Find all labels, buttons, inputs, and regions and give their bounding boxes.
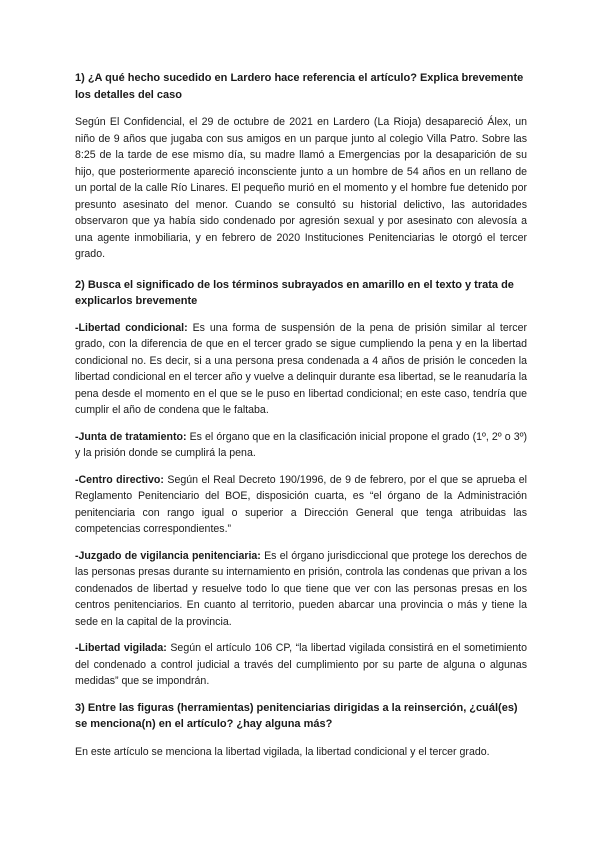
- term-definition: Es una forma de suspensión de la pena de prisión similar al tercer grado, con la diferencia de que en el tercer grado se sigue cumpliendo la pena y en la libertad condicional no. Es decir, si a una persona presa condenada a 4 años de prisión le conceden la libertad condicional en el tercer año y vuelve a delinquir durante esa libertad, se le reanudaría la pena desde el momento en el que se le puso en libertad condicional; en este caso, tendría que cumplir el año de condena que le faltaba.: [75, 321, 527, 416]
- term-definition: Según el artículo 106 CP, “la libertad vigilada consistirá en el sometimiento del condenado a control judicial a través del cumplimiento por su parte de alguna o algunas medidas” que se impondrán.: [75, 642, 527, 687]
- term-label: -Libertad vigilada:: [75, 642, 167, 654]
- term-definition: Es el órgano que en la clasificación inicial propone el grado (1º, 2º o 3º) y la prisión donde se cumplirá la pena.: [75, 430, 527, 459]
- term-centro-directivo: [75, 472, 527, 538]
- term-label: -Centro directivo:: [75, 473, 164, 486]
- answer-3-paragraph: En este artículo se menciona la libertad vigilada, la libertad condicional y el tercer grado.: [75, 745, 490, 758]
- question-3-heading: 3) Entre las figuras (herramientas) penitenciarias dirigidas a la reinserción, ¿cuál(es) se menciona(n) en el artículo? ¿hay alguna más?: [75, 701, 518, 730]
- term-libertad-condicional: [75, 320, 527, 419]
- term-definition: Es el órgano jurisdiccional que protege los derechos de las personas presas durante su internamiento en prisión, controla las condenas que privan a los condenados de libertad y resuelve todo lo que tiene que ver con las personas presas en los centros penitenciarios. En cuanto al territorio, pueden abarcar una provincia o más y tiene la sede en la capital de la provincia.: [75, 549, 527, 628]
- term-label: -Junta de tratamiento:: [75, 430, 187, 443]
- answer-1-paragraph: Según El Confidencial, el 29 de octubre de 2021 en Lardero (La Rioja) desapareció Álex, un niño de 9 años que jugaba con sus amigos en un parque junto al colegio Villa Patro. Sobre las 8:25 de la tarde de ese mismo día, su madre llamó a Emergencias por la desaparición de su hijo, que posteriormente apareció inconsciente junto a un hombre de 54 años en un rellano de un portal de la calle Río Linares. El pequeño murió en el momento y el hombre fue detenido por presunto asesinato del menor. Cuando se consultó su historial delictivo, las autoridades observaron que ya había sido condenado por agresión sexual y por asesinato con alevosía a una agente inmobiliaria, y en febrero de 2020 Instituciones Penitenciarias le otorgó el tercer grado.: [75, 116, 527, 260]
- term-label: -Libertad condicional:: [75, 321, 188, 334]
- term-definition: Según el Real Decreto 190/1996, de 9 de febrero, por el que se aprueba el Reglamento Penitenciario del BOE, disposición cuarta, es “el órgano de la Administración penitenciaria con rango igual o superior a Dirección General que tenga atribuidas las competencias correspondientes.”: [75, 473, 527, 535]
- document-page: [75, 70, 527, 770]
- term-libertad-vigilada: [75, 640, 527, 690]
- term-juzgado-de-vigilancia: [75, 548, 527, 631]
- question-2-heading: 2) Busca el significado de los términos subrayados en amarillo en el texto y trata de explicarlos brevemente: [75, 278, 514, 307]
- question-1-heading: 1) ¿A qué hecho sucedido en Lardero hace referencia el artículo? Explica brevemente los detalles del caso: [75, 72, 524, 101]
- term-junta-de-tratamiento: [75, 429, 527, 462]
- term-label: -Juzgado de vigilancia penitenciaria:: [75, 549, 261, 562]
